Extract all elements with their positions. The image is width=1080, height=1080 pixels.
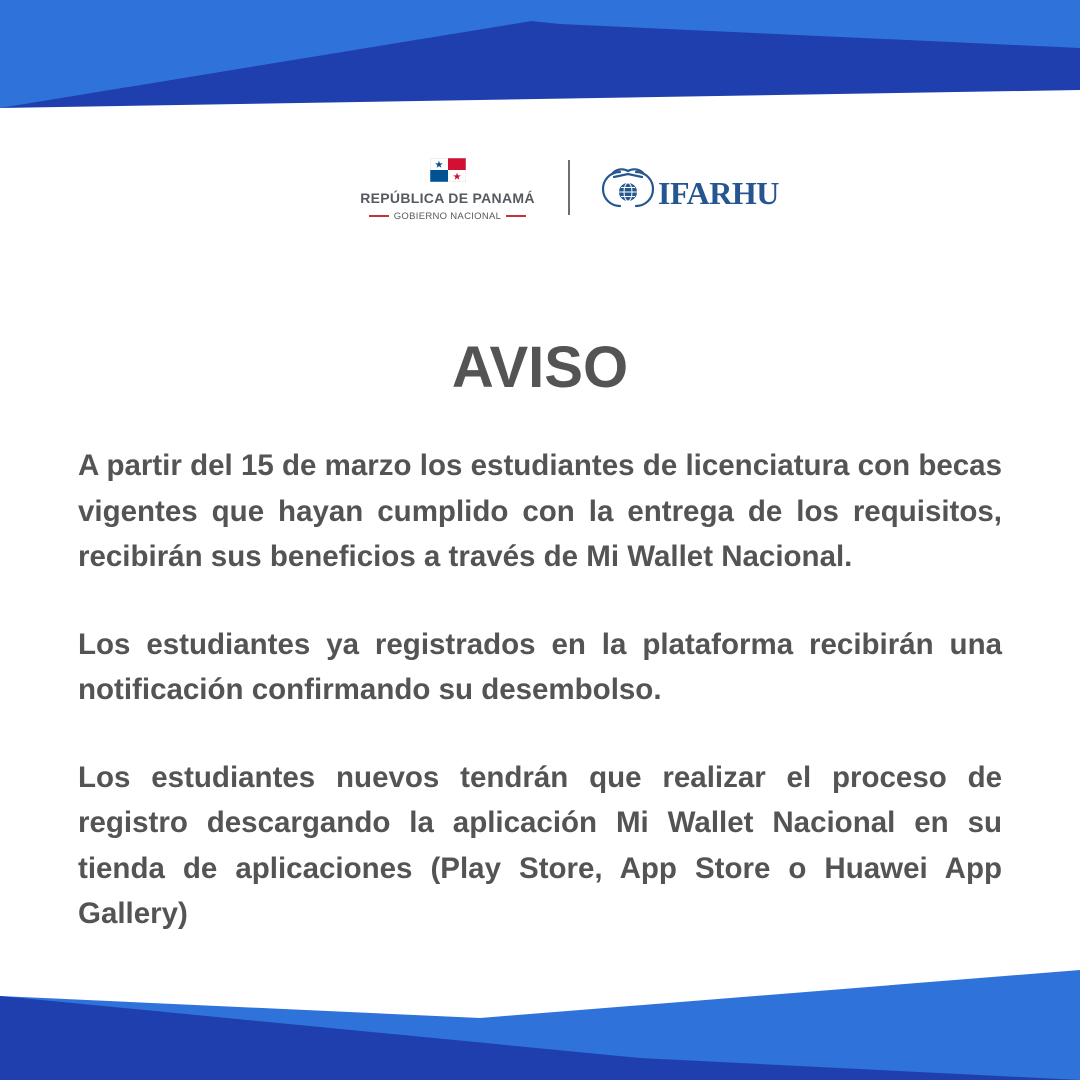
- ifarhu-emblem-icon: [598, 162, 658, 212]
- notice-paragraph-1: A partir del 15 de marzo los estudiantes de licenciatura con becas vigentes que hayan cumplido con la entrega de los requisitos, recibirán sus beneficios a través de Mi Wallet Nacional.: [78, 449, 1002, 573]
- logo-header: [0, 150, 1080, 230]
- subtitle-rule-right: [506, 215, 526, 217]
- top-decorative-band: [0, 0, 1080, 120]
- panama-government-logo: [355, 150, 540, 225]
- notice-paragraph-3: Los estudiantes nuevos tendrán que realizar el proceso de registro descargando la aplicación Mi Wallet Nacional en su tienda de aplicaciones (Play Store, App Store o Huawei App Gallery): [78, 760, 1002, 930]
- logo-divider: [568, 160, 570, 215]
- ifarhu-wordmark: IFARHU: [658, 175, 779, 211]
- notice-paragraph-2: Los estudiantes ya registrados en la plataforma recibirán una notificación confirmando su desembolso.: [78, 627, 1002, 706]
- bottom-decorative-band: [0, 960, 1080, 1080]
- government-subtitle: GOBIERNO NACIONAL: [393, 210, 502, 222]
- panama-flag-icon: [430, 158, 466, 182]
- subtitle-rule-left: [369, 215, 389, 217]
- notice-title: AVISO: [451, 335, 629, 400]
- ifarhu-logo: [598, 162, 788, 212]
- government-title: REPÚBLICA DE PANAMÁ: [360, 190, 535, 206]
- notice-body: [78, 443, 1002, 979]
- government-subtitle-row: [355, 209, 540, 223]
